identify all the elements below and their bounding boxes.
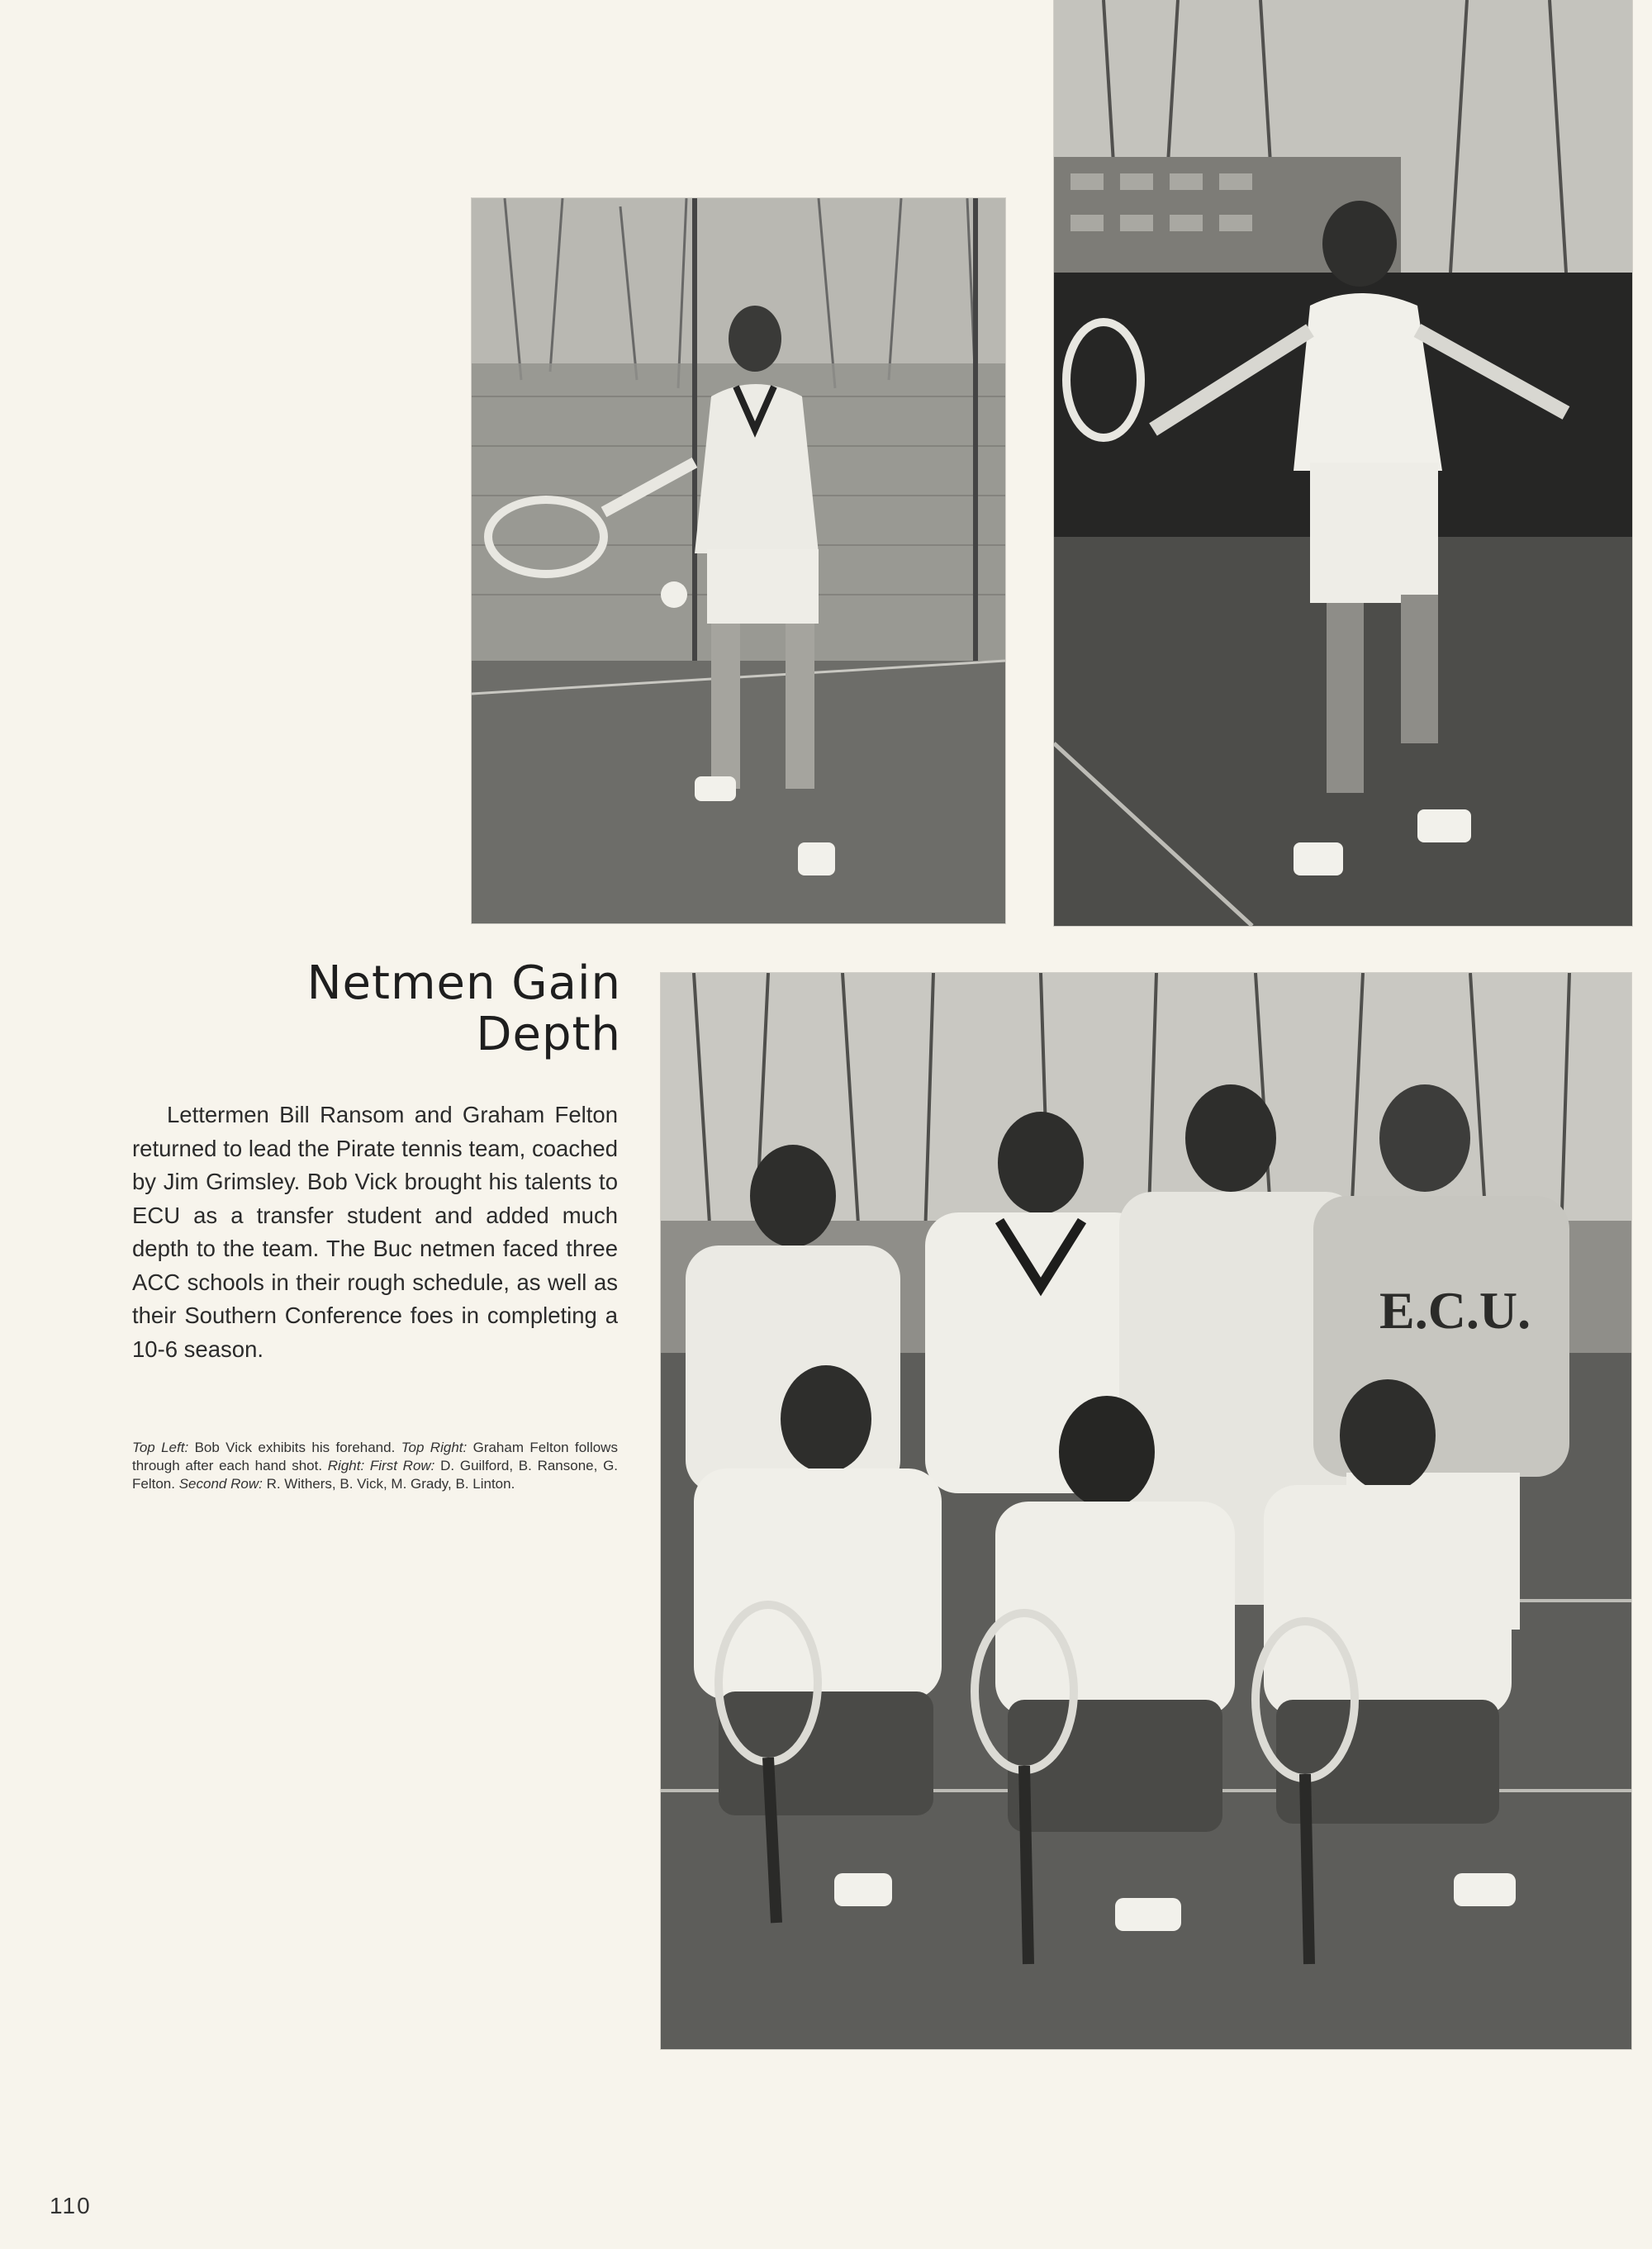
photo-team-image	[661, 973, 1631, 2049]
caption-second-row-label: Second Row:	[178, 1476, 263, 1492]
page-number: 110	[50, 2193, 92, 2218]
photo-team	[661, 973, 1631, 2049]
article-heading-line-2: Depth	[476, 1008, 621, 1061]
photo-top-left-image	[472, 198, 1005, 923]
caption-top-right-text: Graham Felton follows through after each hand shot.	[132, 1440, 618, 1473]
photo-caption	[132, 1439, 618, 1493]
caption-top-right-label: Top Right:	[401, 1440, 468, 1455]
caption-right-label: Right:	[327, 1458, 365, 1473]
article-body: Lettermen Bill Ransom and Graham Felton returned to lead the Pirate tennis team, coached by Jim Grimsley. Bob Vick brought his talents to ECU as a transfer student and added much depth to the team. The Buc netmen faced three ACC schools in their rough schedule, as well as their Southern Conference foes in completing a 10-6 season.	[132, 1102, 618, 1362]
team-shirt-text: E.C.U.	[1379, 1281, 1531, 1340]
caption-top-left-label: Top Left:	[132, 1440, 189, 1455]
caption-first-row-text: D. Guilford, B. Ransone, G. Felton.	[132, 1458, 619, 1492]
article-heading-line-1: Netmen Gain	[306, 956, 621, 1010]
caption-top-left-text: Bob Vick exhibits his forehand.	[194, 1440, 396, 1455]
caption-first-row-label: First Row:	[369, 1458, 435, 1473]
photo-top-right-image	[1054, 0, 1632, 926]
article-heading	[159, 958, 621, 1060]
photo-top-left	[472, 198, 1005, 923]
photo-top-right	[1054, 0, 1632, 926]
caption-second-row-text: R. Withers, B. Vick, M. Grady, B. Linton.	[266, 1476, 515, 1492]
